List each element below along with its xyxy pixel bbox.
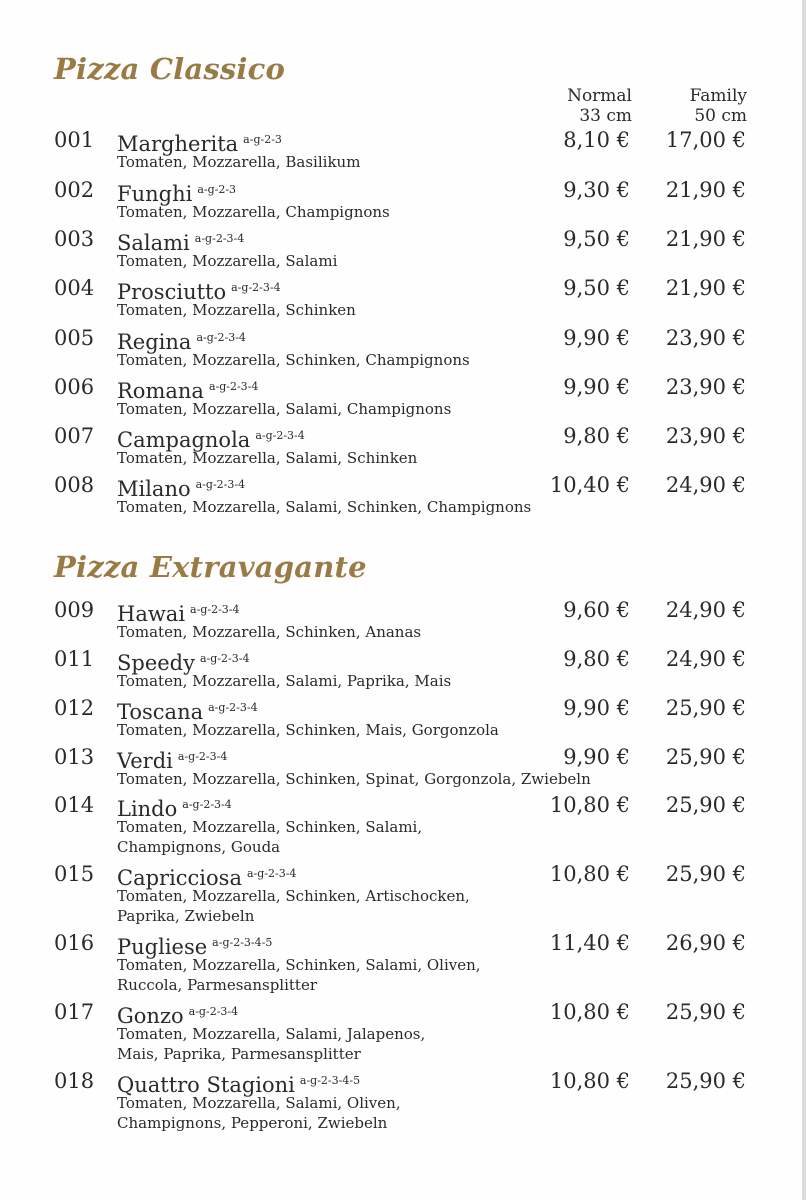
price-normal: 8,10 € xyxy=(563,128,630,152)
item-description-line: Tomaten, Mozzarella, Salami xyxy=(117,252,338,270)
item-description-line: Tomaten, Mozzarella, Salami, Paprika, Mais xyxy=(117,672,452,690)
price-normal: 9,50 € xyxy=(563,227,630,251)
item-description-line: Tomaten, Mozzarella, Schinken, Mais, Gorgonzola xyxy=(117,721,499,739)
price-family: 25,90 € xyxy=(665,793,746,817)
item-number: 012 xyxy=(54,696,95,720)
allergen-codes: a-g-2-3-4-5 xyxy=(299,1074,361,1087)
item-description-line: Tomaten, Mozzarella, Salami, Oliven, xyxy=(117,1094,401,1112)
allergen-codes: a-g-2-3-4 xyxy=(208,701,258,714)
price-family: 25,90 € xyxy=(665,862,746,886)
price-normal: 9,80 € xyxy=(563,424,630,448)
column-header-normal-label: Normal xyxy=(567,86,632,106)
price-normal: 9,60 € xyxy=(563,598,630,622)
allergen-codes: a-g-2-3-4 xyxy=(195,478,246,491)
item-description-line: Tomaten, Mozzarella, Schinken, Salami, Oliven, xyxy=(117,956,481,974)
item-description xyxy=(117,300,356,320)
item-name-text: Lindo xyxy=(117,797,178,821)
price-normal: 10,40 € xyxy=(549,473,630,497)
section-title-extravagante: Pizza Extravagante xyxy=(54,550,367,584)
page-edge xyxy=(802,0,806,1200)
price-family: 25,90 € xyxy=(665,745,746,769)
item-description-line: Champignons, Pepperoni, Zwiebeln xyxy=(117,1114,388,1132)
price-family: 25,90 € xyxy=(665,696,746,720)
item-name-text: Pugliese xyxy=(117,935,208,959)
item-number: 014 xyxy=(54,793,95,817)
item-number: 011 xyxy=(54,647,95,671)
price-family: 21,90 € xyxy=(665,178,746,202)
allergen-codes: a-g-2-3 xyxy=(243,133,282,146)
price-normal: 10,80 € xyxy=(549,1000,630,1024)
allergen-codes: a-g-2-3-4 xyxy=(188,1005,239,1018)
item-description-line: Mais, Paprika, Parmesansplitter xyxy=(117,1045,361,1063)
item-name-text: Milano xyxy=(117,477,191,501)
item-number: 013 xyxy=(54,745,95,769)
price-normal: 10,80 € xyxy=(549,793,630,817)
price-family: 24,90 € xyxy=(665,647,746,671)
price-family: 23,90 € xyxy=(665,326,746,350)
price-family: 24,90 € xyxy=(665,598,746,622)
item-description-line: Tomaten, Mozzarella, Champignons xyxy=(117,203,390,221)
item-description xyxy=(117,251,337,271)
price-family: 25,90 € xyxy=(665,1069,746,1093)
allergen-codes: a-g-2-3-4 xyxy=(177,750,228,763)
column-header-normal-size: 33 cm xyxy=(579,106,632,126)
price-normal: 10,80 € xyxy=(549,1069,630,1093)
item-description xyxy=(117,720,499,740)
item-description-line: Tomaten, Mozzarella, Salami, Jalapenos, xyxy=(117,1025,426,1043)
item-name-text: Salami xyxy=(117,231,190,255)
column-header-family-label: Family xyxy=(689,86,747,106)
item-description xyxy=(117,1024,425,1064)
item-name-text: Speedy xyxy=(117,651,195,675)
item-number: 015 xyxy=(54,862,95,886)
allergen-codes: a-g-2-3-4 xyxy=(200,652,250,665)
item-description xyxy=(117,202,390,222)
allergen-codes: a-g-2-3-4 xyxy=(231,281,281,294)
item-name-text: Funghi xyxy=(117,182,193,206)
allergen-codes: a-g-2-3 xyxy=(197,183,237,196)
item-description xyxy=(117,448,417,468)
item-name-text: Gonzo xyxy=(117,1004,184,1028)
item-description-line: Tomaten, Mozzarella, Schinken, Champignons xyxy=(117,351,470,369)
column-header-normal xyxy=(567,86,632,126)
item-name-text: Hawai xyxy=(117,602,186,626)
price-normal: 9,90 € xyxy=(563,326,630,350)
item-description xyxy=(117,769,591,789)
section-title-classico: Pizza Classico xyxy=(54,52,286,86)
item-description xyxy=(117,671,451,691)
allergen-codes: a-g-2-3-4 xyxy=(196,331,246,344)
item-number: 007 xyxy=(54,424,95,448)
price-family: 21,90 € xyxy=(665,276,746,300)
item-name-text: Regina xyxy=(117,330,192,354)
item-description-line: Ruccola, Parmesansplitter xyxy=(117,976,317,994)
item-description-line: Tomaten, Mozzarella, Schinken, Artischocken, xyxy=(117,887,470,905)
item-description-line: Tomaten, Mozzarella, Schinken xyxy=(117,301,356,319)
item-number: 008 xyxy=(54,473,95,497)
item-description xyxy=(117,497,531,517)
price-normal: 9,90 € xyxy=(563,745,630,769)
item-name-text: Verdi xyxy=(117,749,173,773)
allergen-codes: a-g-2-3-4 xyxy=(246,867,297,880)
item-number: 016 xyxy=(54,931,95,955)
item-description xyxy=(117,152,360,172)
item-description-line: Champignons, Gouda xyxy=(117,838,281,856)
item-name-text: Prosciutto xyxy=(117,280,227,304)
item-description-line: Tomaten, Mozzarella, Schinken, Ananas xyxy=(117,623,422,641)
item-description xyxy=(117,886,470,926)
item-number: 001 xyxy=(54,128,95,152)
item-number: 009 xyxy=(54,598,95,622)
allergen-codes: a-g-2-3-4 xyxy=(255,429,305,442)
price-family: 21,90 € xyxy=(665,227,746,251)
item-description-line: Tomaten, Mozzarella, Basilikum xyxy=(117,153,361,171)
item-name-text: Romana xyxy=(117,379,204,403)
item-description-line: Tomaten, Mozzarella, Salami, Schinken, Champignons xyxy=(117,498,532,516)
item-name-text: Toscana xyxy=(117,700,204,724)
price-normal: 9,50 € xyxy=(563,276,630,300)
item-description-line: Tomaten, Mozzarella, Salami, Champignons xyxy=(117,400,452,418)
price-family: 26,90 € xyxy=(665,931,746,955)
item-name-text: Margherita xyxy=(117,132,239,156)
price-normal: 9,90 € xyxy=(563,696,630,720)
item-description xyxy=(117,955,481,995)
price-normal: 9,90 € xyxy=(563,375,630,399)
price-family: 23,90 € xyxy=(665,375,746,399)
allergen-codes: a-g-2-3-4 xyxy=(208,380,259,393)
item-number: 018 xyxy=(54,1069,95,1093)
column-header-family-size: 50 cm xyxy=(694,106,747,126)
price-normal: 11,40 € xyxy=(549,931,630,955)
item-description xyxy=(117,399,451,419)
item-description-line: Tomaten, Mozzarella, Salami, Schinken xyxy=(117,449,418,467)
allergen-codes: a-g-2-3-4 xyxy=(190,603,240,616)
item-name-text: Capricciosa xyxy=(117,866,242,890)
price-normal: 10,80 € xyxy=(549,862,630,886)
item-description xyxy=(117,817,422,857)
item-description-line: Paprika, Zwiebeln xyxy=(117,907,255,925)
item-name-text: Quattro Stagioni xyxy=(117,1073,295,1097)
allergen-codes: a-g-2-3-4 xyxy=(194,232,245,245)
item-name-text: Campagnola xyxy=(117,428,251,452)
column-header-family xyxy=(690,86,747,126)
price-family: 24,90 € xyxy=(665,473,746,497)
item-number: 005 xyxy=(54,326,95,350)
price-family: 25,90 € xyxy=(665,1000,746,1024)
item-number: 017 xyxy=(54,1000,95,1024)
item-number: 002 xyxy=(54,178,95,202)
price-family: 17,00 € xyxy=(665,128,746,152)
item-description xyxy=(117,350,470,370)
item-number: 004 xyxy=(54,276,95,300)
item-number: 006 xyxy=(54,375,95,399)
item-number: 003 xyxy=(54,227,95,251)
item-description xyxy=(117,622,421,642)
price-normal: 9,80 € xyxy=(563,647,630,671)
allergen-codes: a-g-2-3-4 xyxy=(182,798,232,811)
item-description-line: Tomaten, Mozzarella, Schinken, Salami, xyxy=(117,818,423,836)
allergen-codes: a-g-2-3-4-5 xyxy=(212,936,273,949)
item-description-line: Tomaten, Mozzarella, Schinken, Spinat, Gorgonzola, Zwiebeln xyxy=(117,770,591,788)
price-family: 23,90 € xyxy=(665,424,746,448)
item-description xyxy=(117,1093,401,1133)
price-normal: 9,30 € xyxy=(563,178,630,202)
